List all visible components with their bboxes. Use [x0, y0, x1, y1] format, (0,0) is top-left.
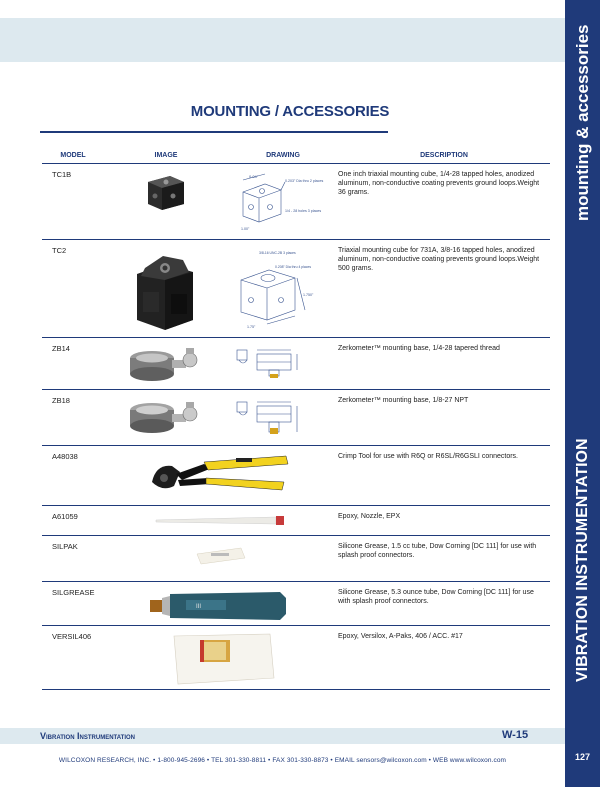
drawing-label: 0.04" [249, 174, 259, 179]
table-row [42, 446, 550, 506]
column-header-image: IMAGE [154, 152, 178, 159]
mounting-base-image [126, 396, 206, 442]
image-cell [104, 164, 228, 239]
cube-drawing [229, 246, 337, 332]
model-cell: ZB14 [52, 344, 70, 353]
model-cell: A61059 [52, 512, 78, 521]
crimp-tool-image [146, 452, 296, 502]
description-cell: One inch triaxial mounting cube, 1/4-28 tapped holes, anodized aluminum, non-conductive coating prevents ground loops.Weight 36 grams. [338, 171, 540, 196]
table-row [42, 582, 550, 626]
mounting-cube-image [131, 246, 201, 332]
table-row [42, 536, 550, 582]
drawing-label: 0.208" Dia thru 4 places [275, 265, 312, 269]
title-rule [40, 131, 388, 133]
model-cell: A48038 [52, 452, 78, 461]
description-cell: Silicone Grease, 1.5 cc tube, Dow Corning [DC 111] for use with splash proof connectors. [338, 543, 537, 559]
product-table [42, 150, 550, 690]
description-cell: Zerkometer™ mounting base, 1/8-27 NPT [338, 397, 469, 404]
description-cell: Zerkometer™ mounting base, 1/4-28 tapered thread [338, 345, 500, 352]
grease-tube-image [146, 588, 296, 624]
page-title: MOUNTING / ACCESSORIES [190, 103, 390, 120]
page-number: 127 [574, 752, 591, 762]
image-cell [104, 626, 338, 689]
cube-drawing [229, 170, 337, 236]
image-cell [104, 506, 338, 535]
table-header [42, 150, 550, 164]
grease-packet-image [191, 542, 251, 572]
model-cell: ZB18 [52, 396, 70, 405]
drawing-cell [228, 338, 338, 389]
epoxy-pack-image [166, 632, 276, 688]
side-category-label: VIBRATION INSTRUMENTATION [574, 438, 591, 682]
side-section-label: mounting & accessories [573, 24, 592, 221]
model-cell: SILPAK [52, 542, 78, 551]
model-cell: VERSIL406 [52, 632, 92, 641]
footer-page-code: W-15 [502, 729, 529, 741]
description-cell: Crimp Tool for use with R6Q or R6SL/R6GSLI connectors. [338, 453, 519, 460]
drawing-label: 1.75" [247, 325, 256, 329]
drawing-cell [228, 164, 338, 239]
drawing-label: 1/4 - 28 holes 3 places [285, 209, 322, 213]
image-cell [104, 390, 228, 445]
table-row [42, 164, 550, 240]
model-cell: SILGREASE [52, 588, 95, 597]
mounting-cube-image [144, 170, 188, 214]
table-row [42, 390, 550, 446]
base-drawing [229, 396, 337, 444]
contact-line: WILCOXON RESEARCH, INC. • 1-800-945-2696 • TEL 301-330-8811 • FAX 301-330-8873 • EMAIL sensors@wilcoxon.com • WEB www.wilcoxon.com [58, 757, 507, 764]
base-drawing [229, 344, 337, 388]
image-cell [104, 338, 228, 389]
table-row [42, 626, 550, 690]
column-header-model: MODEL [60, 152, 86, 159]
image-cell [104, 582, 338, 625]
header-band [0, 18, 565, 62]
table-row [42, 338, 550, 390]
mounting-base-image [126, 344, 206, 386]
model-cell: TC1B [52, 170, 72, 179]
image-cell [104, 240, 228, 337]
model-cell: TC2 [52, 246, 67, 255]
footer-section-name: Vibration Instrumentation [40, 731, 135, 741]
drawing-cell [228, 390, 338, 445]
column-header-description: DESCRIPTION [420, 152, 468, 159]
drawing-label: 1.750" [303, 293, 314, 297]
column-header-drawing: DRAWING [266, 152, 300, 159]
drawing-label: 3/8-16 UNC-2B 3 places [259, 251, 296, 255]
description-cell: Epoxy, Nozzle, EPX [338, 513, 401, 520]
drawing-cell [228, 240, 338, 337]
image-cell [104, 446, 338, 505]
drawing-label: 0.203" Dia thru 2 places [285, 179, 324, 183]
description-cell: Triaxial mounting cube for 731A, 3/8-16 tapped holes, anodized aluminum, non-conductive coating prevents ground loops.Weight 500 grams. [338, 247, 540, 272]
nozzle-image [146, 512, 296, 530]
description-cell: Epoxy, Versilox, A-Paks, 406 / ACC. #17 [338, 633, 463, 640]
svg-text:III: III [196, 604, 202, 610]
image-cell [104, 536, 338, 581]
description-cell: Silicone Grease, 5.3 ounce tube, Dow Corning [DC 111] for use with splash proof connectors. [338, 589, 534, 605]
table-row [42, 240, 550, 338]
drawing-label: 1.00" [241, 227, 250, 231]
table-row [42, 506, 550, 536]
